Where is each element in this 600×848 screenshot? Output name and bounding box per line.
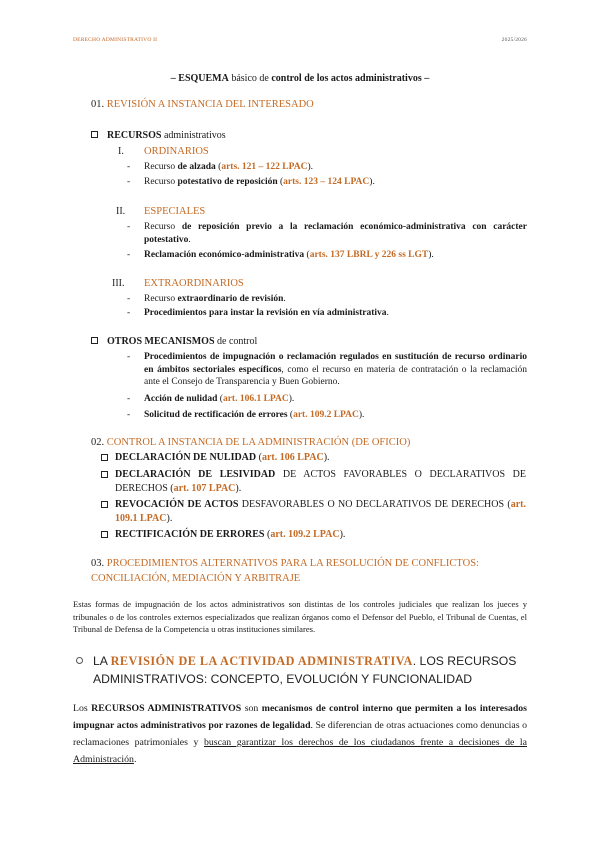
roman-numeral: I.	[118, 146, 124, 157]
subheading-especiales: ESPECIALES	[144, 206, 206, 217]
subheading-ordinarios: ORDINARIOS	[144, 146, 209, 157]
checkbox-icon	[101, 454, 108, 461]
section-01-heading: 01. REVISIÓN A INSTANCIA DEL INTERESADO	[91, 99, 314, 110]
roman-numeral: II.	[116, 206, 126, 217]
section-02-heading: 02. CONTROL A INSTANCIA DE LA ADMINISTRACIÓN (DE OFICIO)	[91, 437, 411, 448]
otros-heading: OTROS MECANISMOS de control	[91, 336, 257, 347]
checkbox-icon	[91, 131, 98, 138]
bullet-circle-icon	[76, 657, 83, 664]
checkbox-icon	[101, 531, 108, 538]
roman-numeral: III.	[112, 278, 125, 289]
section-03-heading: 03. PROCEDIMIENTOS ALTERNATIVOS PARA LA RESOLUCIÓN DE CONFLICTOS: CONCILIACIÓN, MEDIACIÓN Y ARBITRAJE	[91, 558, 479, 584]
page-title: – ESQUEMA básico de control de los actos administrativos –	[170, 73, 430, 84]
subsection-heading: LA REVISIÓN DE LA ACTIVIDAD ADMINISTRATIVA. LOS RECURSOS ADMINISTRATIVOS: CONCEPTO, EVOLUCIÓN Y FUNCIONALIDAD	[93, 654, 517, 686]
note-paragraph: Estas formas de impugnación de los actos administrativos son distintas de los controles judiciales que realizan los jueces y tribunales o de los controles externos especializados que realizan órganos como el Defensor del Pueblo, el Tribunal de Cuentas, el Tribunal de Defensa de la Competencia u otras instituciones similares.	[73, 599, 527, 635]
checkbox-icon	[101, 471, 108, 478]
checkbox-icon	[91, 337, 98, 344]
recursos-heading: RECURSOS administrativos	[91, 130, 226, 141]
header-course: DERECHO ADMINISTRATIVO II	[73, 37, 158, 43]
subheading-extraordinarios: EXTRAORDINARIOS	[144, 278, 244, 289]
header-year: 2025/2026	[501, 37, 527, 43]
body-paragraph: Los RECURSOS ADMINISTRATIVOS son mecanismos de control interno que permiten a los interesados impugnar actos administrativos por razones de legalidad. Se diferencian de otras actuaciones como denuncias o reclamaciones patrimoniales y buscan garantizar los derechos de los ciudadanos frente a decisiones de la Administración.	[73, 703, 528, 765]
checkbox-icon	[101, 501, 108, 508]
